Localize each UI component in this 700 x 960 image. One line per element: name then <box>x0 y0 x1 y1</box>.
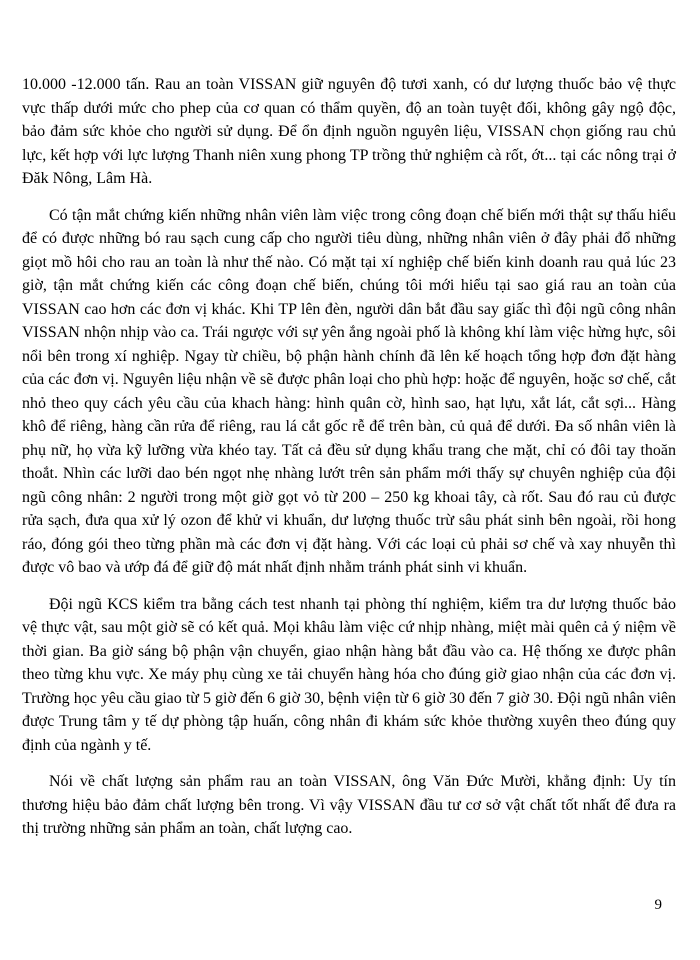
paragraph-quality-statement: Nói về chất lượng sản phẩm rau an toàn VISSAN, ông Văn Đức Mười, khẳng định: Uy tín thương hiệu bảo đảm chất lượng bên trong. Vì vậy VISSAN đầu tư cơ sở vật chất tốt nhất để đưa ra thị trường những sản phẩm an toàn, chất lượng cao. <box>22 773 676 837</box>
document-body <box>22 73 676 841</box>
paragraph-continuation: 10.000 -12.000 tấn. Rau an toàn VISSAN giữ nguyên độ tươi xanh, có dư lượng thuốc bảo vệ thực vực thấp dưới mức cho phep của cơ quan có thẩm quyền, độ an toàn tuyệt đối, không gây ngộ độc, bảo đảm sức khỏe cho người sử dụng. Để ổn định nguồn nguyên liệu, VISSAN chọn giống rau chủ lực, kết hợp với lực lượng Thanh niên xung phong TP trồng thử nghiệm cà rốt, ớt... tại các nông trại ở Đăk Nông, Lâm Hà. <box>22 76 676 187</box>
page-number: 9 <box>654 897 662 913</box>
paragraph-kcs-inspection: Đội ngũ KCS kiểm tra bằng cách test nhanh tại phòng thí nghiệm, kiểm tra dư lượng thuốc bảo vệ thực vật, sau một giờ sẽ có kết quả. Mọi khâu làm việc cứ nhịp nhàng, miệt mài quên cả ý niệm về thời gian. Ba giờ sáng bộ phận vận chuyển, giao nhận hàng bắt đầu vào ca. Hệ thống xe được phân theo từng khu vực. Xe máy phụ cùng xe tải chuyển hàng hóa cho đúng giờ giao nhận của các đơn vị. Trường học yêu cầu giao từ 5 giờ đến 6 giờ 30, bệnh viện từ 6 giờ 30 đến 7 giờ 30. Đội ngũ nhân viên được Trung tâm y tế dự phòng tập huấn, công nhân đi khám sức khỏe thường xuyên theo đúng quy định của ngành y tế. <box>22 595 676 754</box>
paragraph-processing-workers: Có tận mắt chứng kiến những nhân viên làm việc trong công đoạn chế biến mới thật sự thấu hiểu để có được những bó rau sạch cung cấp cho người tiêu dùng, những nhân viên ở đây phải đổ những giọt mồ hôi cho rau an toàn là như thế nào. Có mặt tại xí nghiệp chế biến kinh doanh rau quả lúc 23 giờ, tận mắt chứng kiến các công đoạn chế biến, chúng tôi mới hiểu tại sao giá rau an toàn của VISSAN cao hơn các đơn vị khác. Khi TP lên đèn, người dân bắt đầu say giấc thì đội ngũ công nhân VISSAN nhộn nhịp vào ca. Trái ngược với sự yên ắng ngoài phố là không khí làm việc hừng hực, sôi nổi bên trong xí nghiệp. Ngay từ chiều, bộ phận hành chính đã lên kế hoạch tổng hợp đơn đặt hàng của các đơn vị. Nguyên liệu nhận về sẽ được phân loại cho phù hợp: hoặc để nguyên, hoặc sơ chế, cắt nhỏ theo quy cách yêu cầu của khach hàng: hình quân cờ, hình sao, hạt lựu, xắt lát, cắt sợi... Hàng khô để riêng, hàng cần rửa để riêng, rau lá cắt gốc rễ để trên bàn, củ quả để dưới. Đa số nhân viên là phụ nữ, họ vừa kỹ lưỡng vừa khéo tay. Tất cả đều sử dụng khẩu trang che mặt, chỉ có đôi tay thoăn thoắt. Nhìn các lưỡi dao bén ngọt nhẹ nhàng lướt trên sản phẩm mới thấy sự chuyên nghiệp của đội ngũ công nhân: 2 người trong một giờ gọt vỏ từ 200 – 250 kg khoai tây, cà rốt. Sau đó rau củ được rửa sạch, đưa qua xử lý ozon để khử vi khuẩn, dư lượng thuốc trừ sâu phát sinh bên ngoài, rồi hong ráo, đóng gói theo từng phần mà các đơn vị đặt hàng. Với các loại củ phải sơ chế và xay nhuyễn thì được vô bao và ướp đá để giữ độ mát nhất định nhằm tránh phát sinh vi khuẩn. <box>22 206 676 576</box>
